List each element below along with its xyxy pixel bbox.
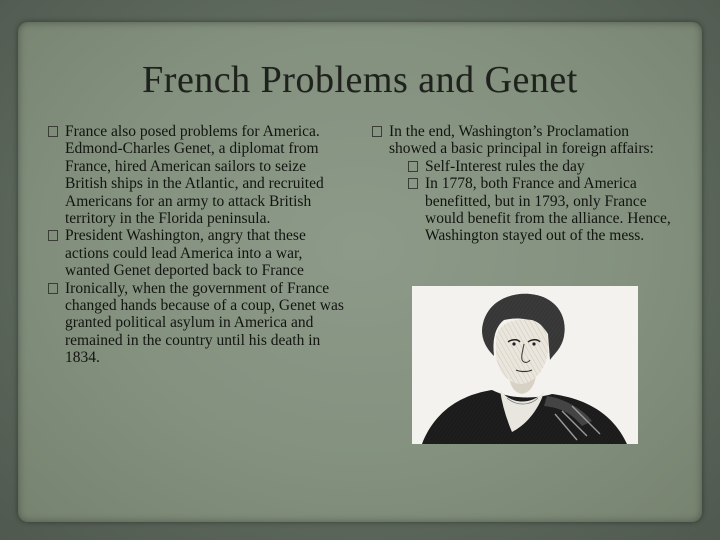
square-bullet-icon [408, 161, 418, 172]
left-bullet-3 [48, 280, 348, 367]
left-bullet-1-text: France also posed problems for America. Edmond-Charles Genet, a diplomat from France, hired American sailors to seize British ships in the Atlantic, and recruited Americans for an army to attack British territory in the Florida peninsula. [65, 123, 324, 228]
square-bullet-icon [408, 178, 418, 189]
left-bullet-2-text: President Washington, angry that these actions could lead America into a war, wanted Genet deported back to France [65, 227, 306, 280]
right-sub-bullet-1 [408, 158, 675, 175]
genet-portrait-image [412, 286, 638, 444]
right-column [372, 123, 672, 245]
right-sub-bullet-2 [408, 175, 687, 245]
right-sub-bullet-2-text: In 1778, both France and America benefitted, but in 1793, only France would benefit from the alliance. Hence, Washington stayed out of the mess. [425, 175, 671, 245]
right-bullet [372, 123, 672, 158]
left-column [48, 123, 348, 367]
square-bullet-icon [48, 126, 58, 137]
square-bullet-icon [372, 126, 382, 137]
portrait-engraving [412, 286, 638, 444]
slide-title: French Problems and Genet [142, 59, 578, 101]
square-bullet-icon [48, 230, 58, 241]
square-bullet-icon [48, 283, 58, 294]
right-bullet-text: In the end, Washington’s Proclamation showed a basic principal in foreign affairs: [389, 123, 654, 158]
left-bullet-2 [48, 227, 348, 279]
left-bullet-3-text: Ironically, when the government of France changed hands because of a coup, Genet was granted political asylum in America and remained in the country until his death in 1834. [65, 279, 344, 367]
left-bullet-1 [48, 123, 348, 227]
right-sub-bullet-1-text: Self-Interest rules the day [425, 157, 585, 175]
